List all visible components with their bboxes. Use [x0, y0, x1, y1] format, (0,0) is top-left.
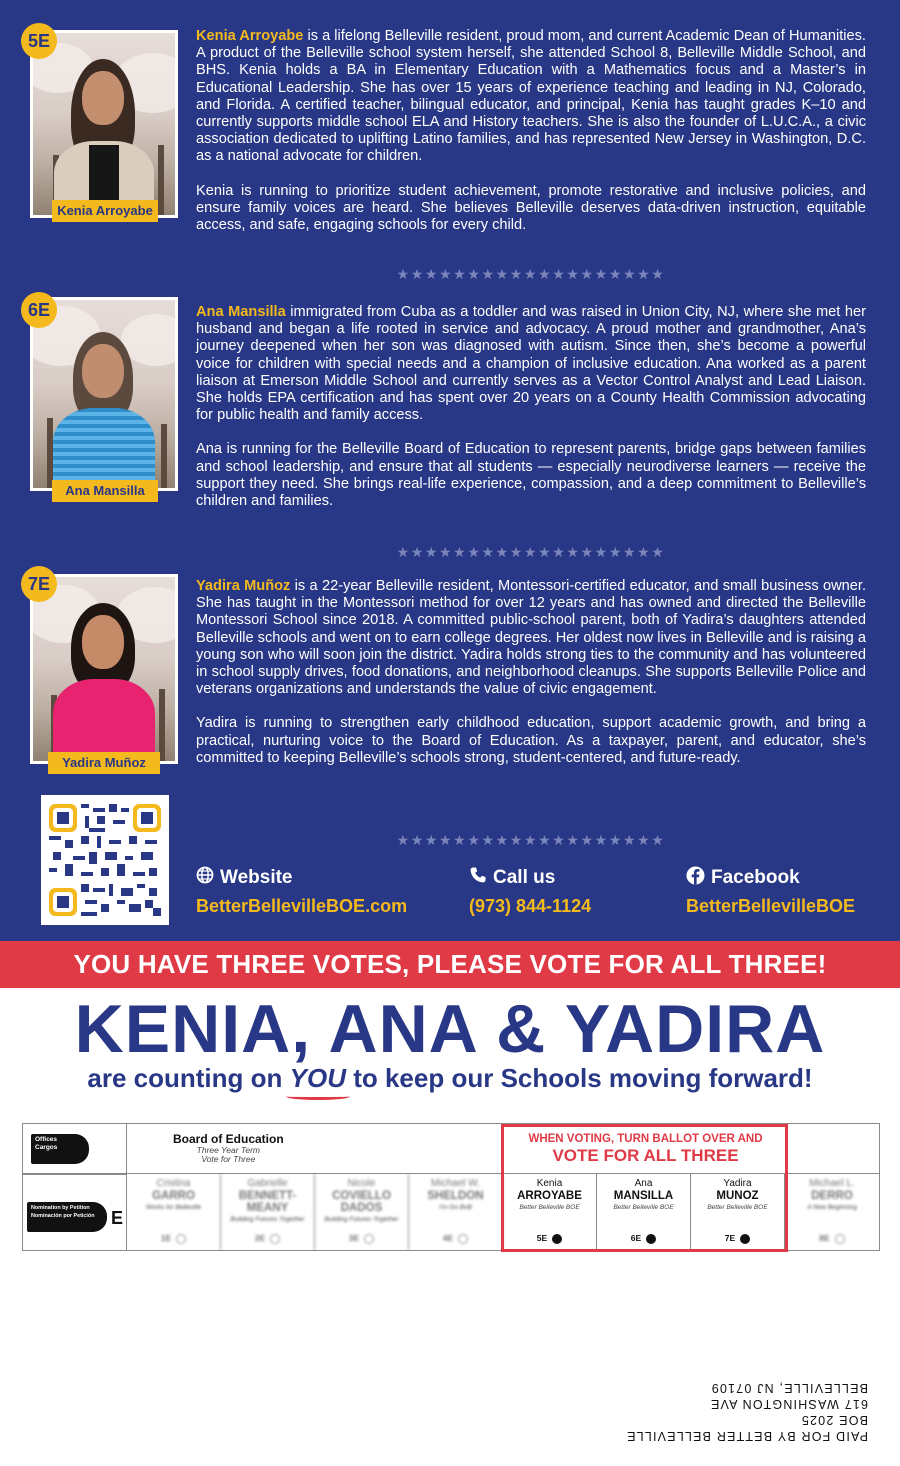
candidate-bio-text: is a 22-year Belleville resident, Montessori-certified educator, and small business owner. She has taught in the Montessori method for over 12 years and has owned and directed the Belleville Montessori School since 2018. A committed public-school parent, both of Yadira’s daughters attended Belleville schools and went on to earn college degrees. Her oldest now lives in Belleville and is raising a young son who will soon join the district. Yadira holds strong ties to the community and has volunteered in school supply drives, food donations, and neighborhood cleanups. She supports Belleville Police and veterans organizations and understands the value of civic engagement.	[196, 578, 866, 698]
candidate-name-tag: Yadira Muñoz	[48, 752, 160, 774]
subheadline-end: to keep our Schools moving forward!	[345, 1063, 813, 1093]
paid-for-line: PAID FOR BY BETTER BELLEVILLE BOE 2025	[625, 1413, 868, 1443]
paid-for-address: 617 WASHINGTON AVE	[709, 1397, 868, 1411]
candidate-bio-goals: Ana is running for the Belleville Board of Education to represent parents, bridge gaps between families and school leadership, and ensure that all students — especially neurodiverse learners — receive the support they need. She brings real-life experience, compassion, and a deep commitment to Belleville’s children and families.	[196, 441, 866, 510]
candidate-bio-text: immigrated from Cuba as a toddler and was raised in Union City, NJ, where she met her husband and began a life rooted in service and advocacy. A proud mother and grandmother, Ana’s journey deepened when her son was diagnosed with autism. Since then, she’s become a powerful voice for children with special needs and a champion of inclusive education. Ana worked as a parent liaison at Emerson Middle School and currently serves as a Vector Control Analyst and Lead Liaison. She holds EPA certification and has spent over 20 years on a County Health Commission advocating for public health and family access.	[196, 304, 866, 424]
website-label: Website	[220, 867, 293, 888]
candidate-bio-name: Yadira Muñoz	[196, 578, 291, 594]
phone-icon	[469, 866, 487, 890]
ballot-candidate-column-ana: Ana MANSILLA Better Belleville BOE 6E	[597, 1174, 691, 1250]
ballot-callout-line2: VOTE FOR ALL THREE	[552, 1146, 739, 1165]
star-divider: ★★★★★★★★★★★★★★★★★★★	[396, 267, 666, 283]
ballot-candidate-column: Nicole COVIELLO DADOS Building Futures Together 3E	[315, 1174, 409, 1250]
ballot-callout	[504, 1133, 787, 1167]
facebook-icon	[686, 866, 705, 891]
ballot-position-badge: 5E	[21, 23, 57, 59]
phone-number[interactable]: (973) 844-1124	[469, 896, 592, 916]
vote-oval	[835, 1234, 845, 1244]
vote-banner: YOU HAVE THREE VOTES, PLEASE VOTE FOR ALL THREE!	[0, 941, 900, 988]
star-divider: ★★★★★★★★★★★★★★★★★★★	[396, 833, 666, 849]
subheadline	[0, 1060, 900, 1096]
candidate-bio	[196, 28, 866, 234]
ballot-candidate-column: Michael L. DERRO A New Beginning 8E	[807, 1178, 857, 1244]
ballot-callout-line1: WHEN VOTING, TURN BALLOT OVER AND	[528, 1133, 763, 1145]
ballot-candidate-column: Michael W. SHELDON I'm Go BvB 4E	[409, 1174, 503, 1250]
vote-oval	[364, 1234, 374, 1244]
filled-vote-oval	[646, 1234, 656, 1244]
subheadline-start: are counting on	[87, 1063, 290, 1093]
paid-for-disclaimer	[600, 1380, 868, 1444]
office-term: Three Year Term	[196, 1145, 260, 1155]
ballot-position-badge: 6E	[21, 292, 57, 328]
candidate-bio-goals: Yadira is running to strengthen early childhood education, support academic growth, and bring a practical, nurturing voice to the Board of Education. As a taxpayer, parent, and educator, she’s committed to keeping Belleville’s schools strong, student-centered, and future-ready.	[196, 715, 866, 766]
headline: KENIA, ANA & YADIRA	[74, 991, 826, 1067]
star-divider: ★★★★★★★★★★★★★★★★★★★	[396, 545, 666, 561]
nomination-hand-label: Nomination by Petition Nominación por Petición	[27, 1202, 107, 1232]
candidate-bio-name: Kenia Arroyabe	[196, 28, 304, 44]
filled-vote-oval	[740, 1234, 750, 1244]
candidate-bio-text: is a lifelong Belleville resident, proud mom, and current Academic Dean of Humanities. A product of the Belleville school system herself, she attended School 8, Belleville Middle School, and BHS. Kenia holds a BA in Elementary Education with a Mathematics focus and a Master’s in Educational Leadership. She has over 15 years of experience teaching and leading in NJ, Colorado, and Florida. A certified teacher, bilingual educator, and principal, Kenia has taught grades K–10 and currently supports middle school ELA and History teachers. She is also the founder of L.U.C.A., a civic association dedicated to uplifting Latino families, and has represented New Jersey in Washington, D.C. as a national advocate for children.	[196, 28, 866, 165]
contact-phone[interactable]	[469, 866, 591, 917]
facebook-link[interactable]: BetterBellevilleBOE	[686, 896, 856, 916]
ballot-candidate-column-yadira: Yadira MUNOZ Better Belleville BOE 7E	[691, 1174, 785, 1250]
ballot-row-letter: E	[111, 1208, 124, 1228]
offices-hand-label: Offices Cargos	[31, 1134, 89, 1164]
ballot-position-badge: 7E	[21, 566, 57, 602]
candidate-photo	[30, 574, 178, 764]
contact-website[interactable]	[196, 866, 407, 917]
globe-icon	[196, 866, 214, 890]
candidate-name-tag: Ana Mansilla	[52, 480, 158, 502]
paid-for-city: BELLEVILLE, NJ 07109	[710, 1381, 868, 1395]
filled-vote-oval	[552, 1234, 562, 1244]
candidate-bio-name: Ana Mansilla	[196, 304, 286, 320]
vote-oval	[458, 1234, 468, 1244]
ballot-candidate-column: Cristina GARRO Works for Belleville 1E	[127, 1174, 221, 1250]
candidate-bio	[196, 304, 866, 510]
candidate-photo	[30, 30, 178, 218]
office-title-block	[173, 1132, 284, 1164]
candidate-name-tag: Kenia Arroyabe	[52, 200, 158, 222]
vote-oval	[176, 1234, 186, 1244]
qr-code-pattern	[49, 803, 161, 917]
subheadline-you: YOU	[290, 1060, 346, 1096]
office-vote-count: Vote for Three	[201, 1154, 256, 1164]
facebook-label: Facebook	[711, 867, 800, 888]
sample-ballot	[22, 1123, 880, 1251]
ballot-candidate-column: Gabrielle BENNETT-MEANY Building Futures Together 2E	[221, 1174, 315, 1250]
website-link[interactable]: BetterBellevilleBOE.com	[196, 896, 408, 916]
candidate-bio-goals: Kenia is running to prioritize student achievement, promote restorative and inclusive policies, and ensure family voices are heard. She believes Belleville deserves data-driven instruction, equitable access, and safe, engaging schools for every child.	[196, 182, 866, 234]
qr-code[interactable]	[41, 795, 169, 925]
vote-oval	[270, 1234, 280, 1244]
ballot-candidate-column-kenia: Kenia ARROYABE Better Belleville BOE 5E	[503, 1174, 597, 1250]
ballot-label-column	[23, 1124, 127, 1250]
office-title: Board of Education	[173, 1132, 284, 1146]
phone-label: Call us	[493, 867, 556, 888]
candidate-photo	[30, 297, 178, 491]
candidate-bio	[196, 578, 866, 767]
contact-facebook[interactable]	[686, 866, 855, 917]
